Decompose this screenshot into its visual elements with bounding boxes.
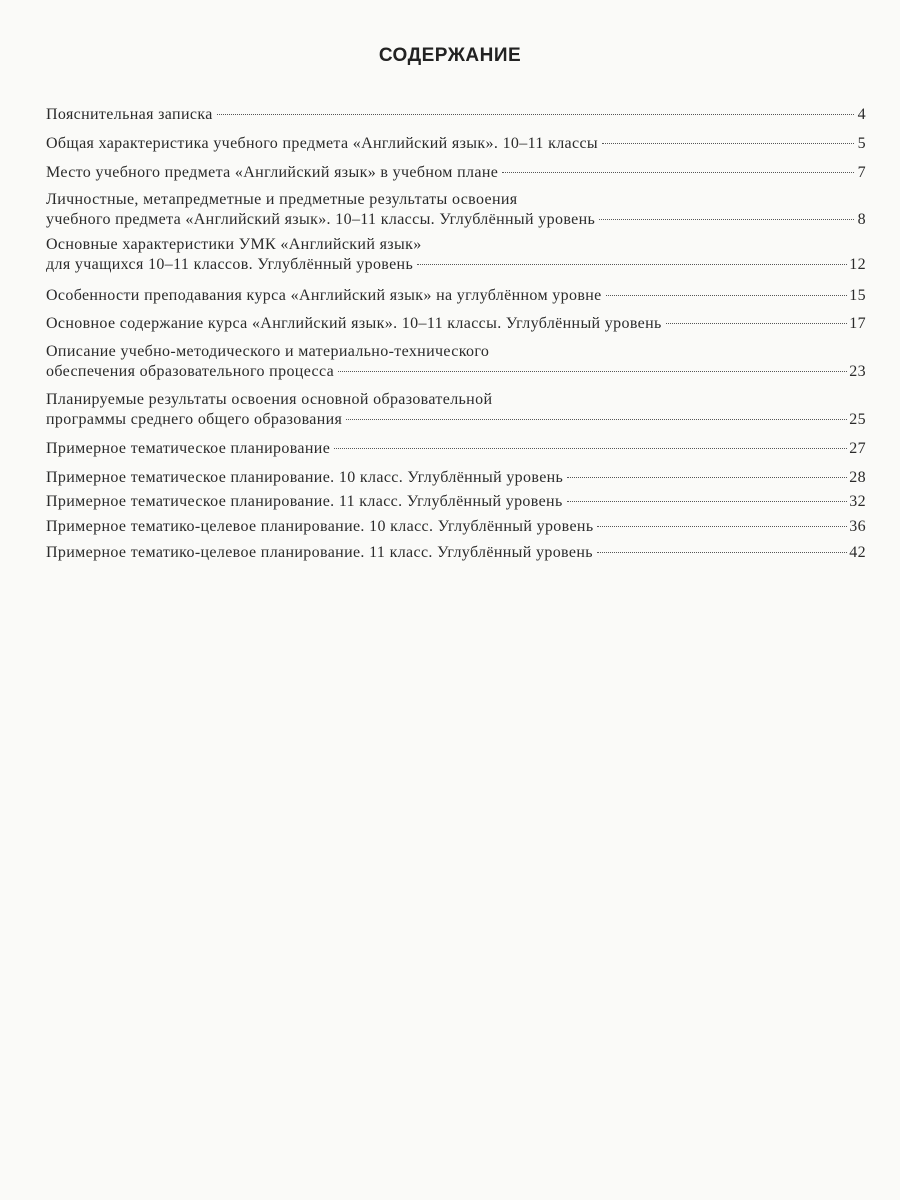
toc-entry[interactable]: [46, 286, 866, 306]
dot-leader: [597, 552, 847, 553]
dot-leader: [338, 371, 847, 372]
toc-entry-title: Примерное тематическое планирование. 11 класс. Углублённый уровень: [46, 493, 563, 510]
toc-entry-title: Личностные, метапредметные и предметные результаты освоения: [46, 191, 518, 208]
page-number: 15: [849, 287, 866, 304]
page-title: СОДЕРЖАНИЕ: [378, 45, 522, 66]
toc-entry-line: [46, 190, 866, 210]
toc-entry-line: [46, 468, 866, 488]
toc-entry-title: Основные характеристики УМК «Английский язык»: [46, 236, 422, 253]
dot-leader: [334, 448, 847, 449]
toc-entry-line: [46, 492, 866, 512]
toc-entry-title: программы среднего общего образования: [46, 411, 343, 428]
toc-entry-title: Пояснительная записка: [46, 106, 213, 123]
toc-entry[interactable]: [46, 190, 866, 230]
dot-leader: [567, 477, 847, 478]
toc-entry-line: [46, 439, 866, 459]
page-number: 8: [857, 211, 866, 228]
toc-entry-title: Общая характеристика учебного предмета «Английский язык». 10–11 классы: [46, 135, 598, 152]
toc-entry-line: [46, 163, 866, 183]
toc-entry-line: [46, 342, 866, 362]
toc-entry[interactable]: [46, 439, 866, 459]
page-number: 42: [849, 544, 866, 561]
toc-entry-line: [46, 105, 866, 125]
toc-entry[interactable]: [46, 342, 866, 382]
toc-entry-title: Примерное тематико-целевое планирование. 11 класс. Углублённый уровень: [46, 544, 593, 561]
toc-entry[interactable]: [46, 134, 866, 154]
toc-entry-title: Основное содержание курса «Английский язык». 10–11 классы. Углублённый уровень: [46, 315, 662, 332]
page-number: 36: [849, 518, 866, 535]
toc-entry[interactable]: [46, 314, 866, 334]
dot-leader: [567, 501, 848, 502]
toc-entry[interactable]: [46, 543, 866, 563]
page-number: 27: [849, 440, 866, 457]
toc-entry[interactable]: [46, 105, 866, 125]
toc-entry-title: Планируемые результаты освоения основной образовательной: [46, 391, 493, 408]
toc-entry-title: Примерное тематико-целевое планирование. 10 класс. Углублённый уровень: [46, 518, 594, 535]
page-number: 17: [849, 315, 866, 332]
page-number: 32: [849, 493, 866, 510]
dot-leader: [597, 526, 847, 527]
toc-entry[interactable]: [46, 390, 866, 430]
toc-entry-line: [46, 362, 866, 382]
toc-entry-line: [46, 314, 866, 334]
toc-entry-title: для учащихся 10–11 классов. Углублённый уровень: [46, 256, 414, 273]
toc-entry-line: [46, 410, 866, 430]
page-number: 7: [857, 164, 866, 181]
toc-entry-line: [46, 134, 866, 154]
page-number: 28: [849, 469, 866, 486]
dot-leader: [599, 219, 854, 220]
page-number: 23: [849, 363, 866, 380]
toc-entry[interactable]: [46, 468, 866, 488]
toc-entry-line: [46, 390, 866, 410]
toc-entry-title: Особенности преподавания курса «Английский язык» на углублённом уровне: [46, 287, 602, 304]
page-number: 25: [849, 411, 866, 428]
page-number: 5: [857, 135, 866, 152]
toc-entry-line: [46, 286, 866, 306]
toc-entry[interactable]: [46, 492, 866, 512]
toc-entry-line: [46, 517, 866, 537]
page-number: 12: [849, 256, 866, 273]
toc-entry-line: [46, 255, 866, 275]
dot-leader: [417, 264, 847, 265]
toc-entry[interactable]: [46, 517, 866, 537]
dot-leader: [666, 323, 848, 324]
toc-entry-title: учебного предмета «Английский язык». 10–11 классы. Углублённый уровень: [46, 211, 596, 228]
toc-entry-line: [46, 543, 866, 563]
dot-leader: [606, 295, 848, 296]
dot-leader: [346, 419, 847, 420]
toc-entry-title: Примерное тематическое планирование: [46, 440, 331, 457]
toc-entry-title: Примерное тематическое планирование. 10 класс. Углублённый уровень: [46, 469, 564, 486]
toc-entry-title: Описание учебно-методического и материально-технического: [46, 343, 490, 360]
toc-entry-line: [46, 235, 866, 255]
toc-entry[interactable]: [46, 235, 866, 275]
toc-entry-line: [46, 210, 866, 230]
toc-entry[interactable]: [46, 163, 866, 183]
toc-entry-title: Место учебного предмета «Английский язык» в учебном плане: [46, 164, 499, 181]
dot-leader: [502, 172, 854, 173]
toc-entry-title: обеспечения образовательного процесса: [46, 363, 335, 380]
page-number: 4: [857, 106, 866, 123]
dot-leader: [217, 114, 854, 115]
dot-leader: [602, 143, 854, 144]
